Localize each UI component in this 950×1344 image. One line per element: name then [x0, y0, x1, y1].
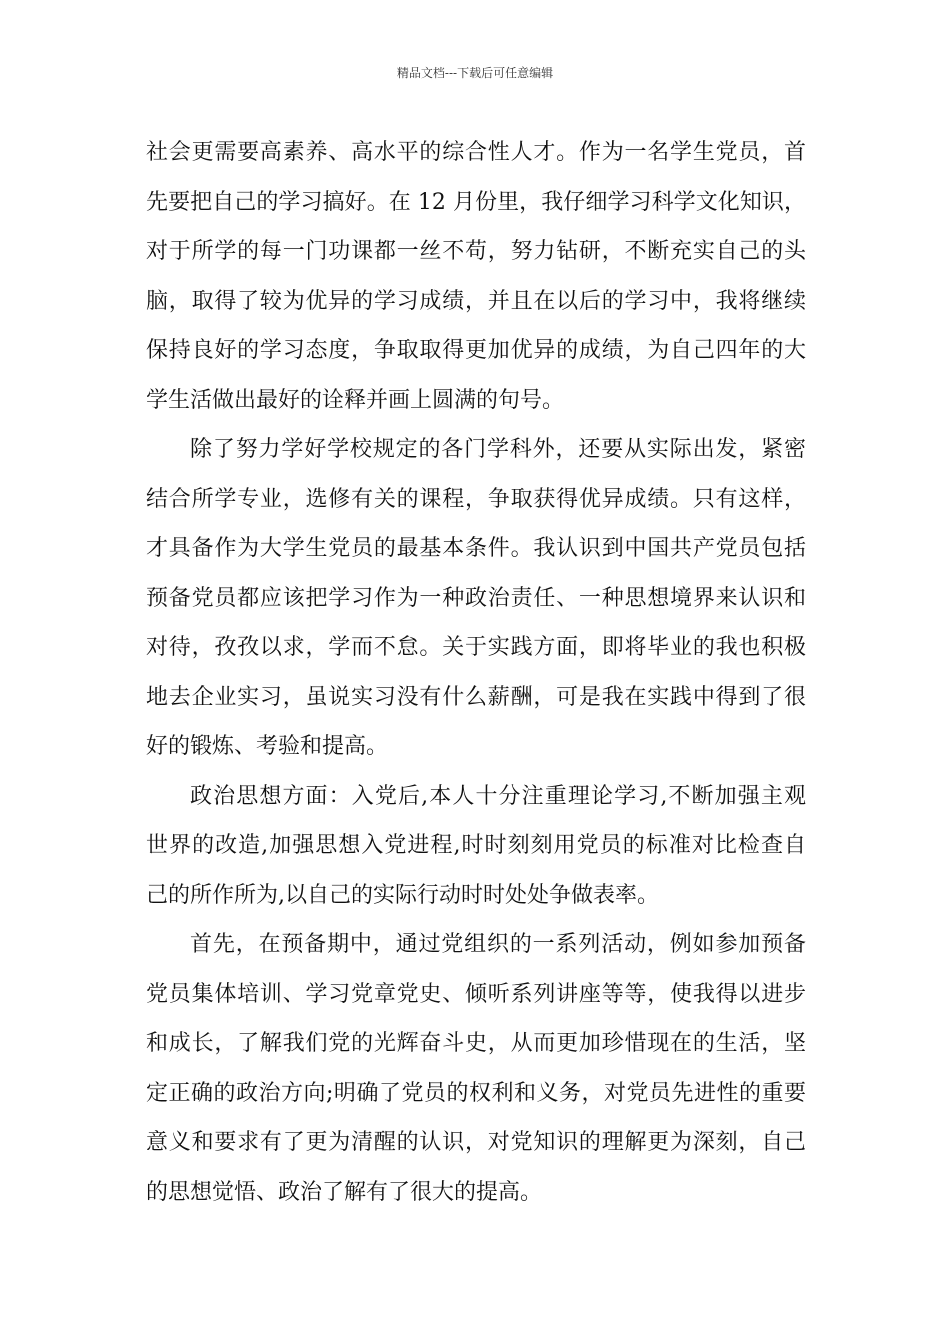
text-line: 结合所学专业，选修有关的课程，争取获得优异成绩。只有这样， — [146, 486, 806, 512]
paragraph-4 — [146, 920, 806, 1217]
text-line: 除了努力学好学校规定的各门学科外，还要从实际出发，紧密 — [190, 437, 806, 462]
text-line: 学生活做出最好的诠释并画上圆满的句号。 — [146, 387, 565, 413]
page-header: 精品文档---下载后可任意编辑 — [396, 66, 554, 80]
text-line: 地去企业实习，虽说实习没有什么薪酬，可是我在实践中得到了很 — [146, 684, 806, 710]
text-line: 的思想觉悟、政治了解有了很大的提高。 — [146, 1179, 543, 1205]
paragraph-3 — [146, 772, 806, 921]
text-line: 对待，孜孜以求，学而不怠。关于实践方面，即将毕业的我也积极 — [146, 635, 806, 660]
document-body — [146, 128, 806, 1217]
paragraph-2 — [146, 425, 806, 772]
text-line: 己的所作所为,以自己的实际行动时时处处争做表率。 — [146, 882, 659, 908]
text-line: 党员集体培训、学习党章党史、倾听系列讲座等等，使我得以进步 — [146, 981, 806, 1007]
text-line: 意义和要求有了更为清醒的认识，对党知识的理解更为深刻，自己 — [146, 1130, 806, 1155]
text-line: 定正确的政治方向;明确了党员的权利和义务，对党员先进性的重要 — [146, 1080, 806, 1106]
text-line: 脑，取得了较为优异的学习成绩，并且在以后的学习中，我将继续 — [146, 288, 806, 314]
text-line: 先要把自己的学习搞好。在 12 月份里，我仔细学习科学文化知识， — [146, 189, 806, 215]
text-line: 预备党员都应该把学习作为一种政治责任、一种思想境界来认识和 — [146, 585, 806, 611]
text-line: 好的锻炼、考验和提高。 — [146, 734, 389, 759]
text-line: 对于所学的每一门功课都一丝不苟，努力钻研，不断充实自己的头 — [146, 239, 806, 264]
text-line: 政治思想方面：入党后,本人十分注重理论学习,不断加强主观 — [190, 783, 806, 809]
text-line: 首先，在预备期中，通过党组织的一系列活动，例如参加预备 — [190, 932, 806, 957]
text-line: 世界的改造,加强思想入党进程,时时刻刻用党员的标准对比检查自 — [146, 833, 806, 858]
paragraph-1 — [146, 128, 806, 425]
text-line: 才具备作为大学生党员的最基本条件。我认识到中国共产党员包括 — [146, 536, 806, 561]
text-line: 社会更需要高素养、高水平的综合性人才。作为一名学生党员，首 — [146, 140, 806, 165]
text-line: 和成长，了解我们党的光辉奋斗史，从而更加珍惜现在的生活，坚 — [146, 1031, 806, 1056]
text-line: 保持良好的学习态度，争取取得更加优异的成绩，为自己四年的大 — [146, 338, 806, 363]
